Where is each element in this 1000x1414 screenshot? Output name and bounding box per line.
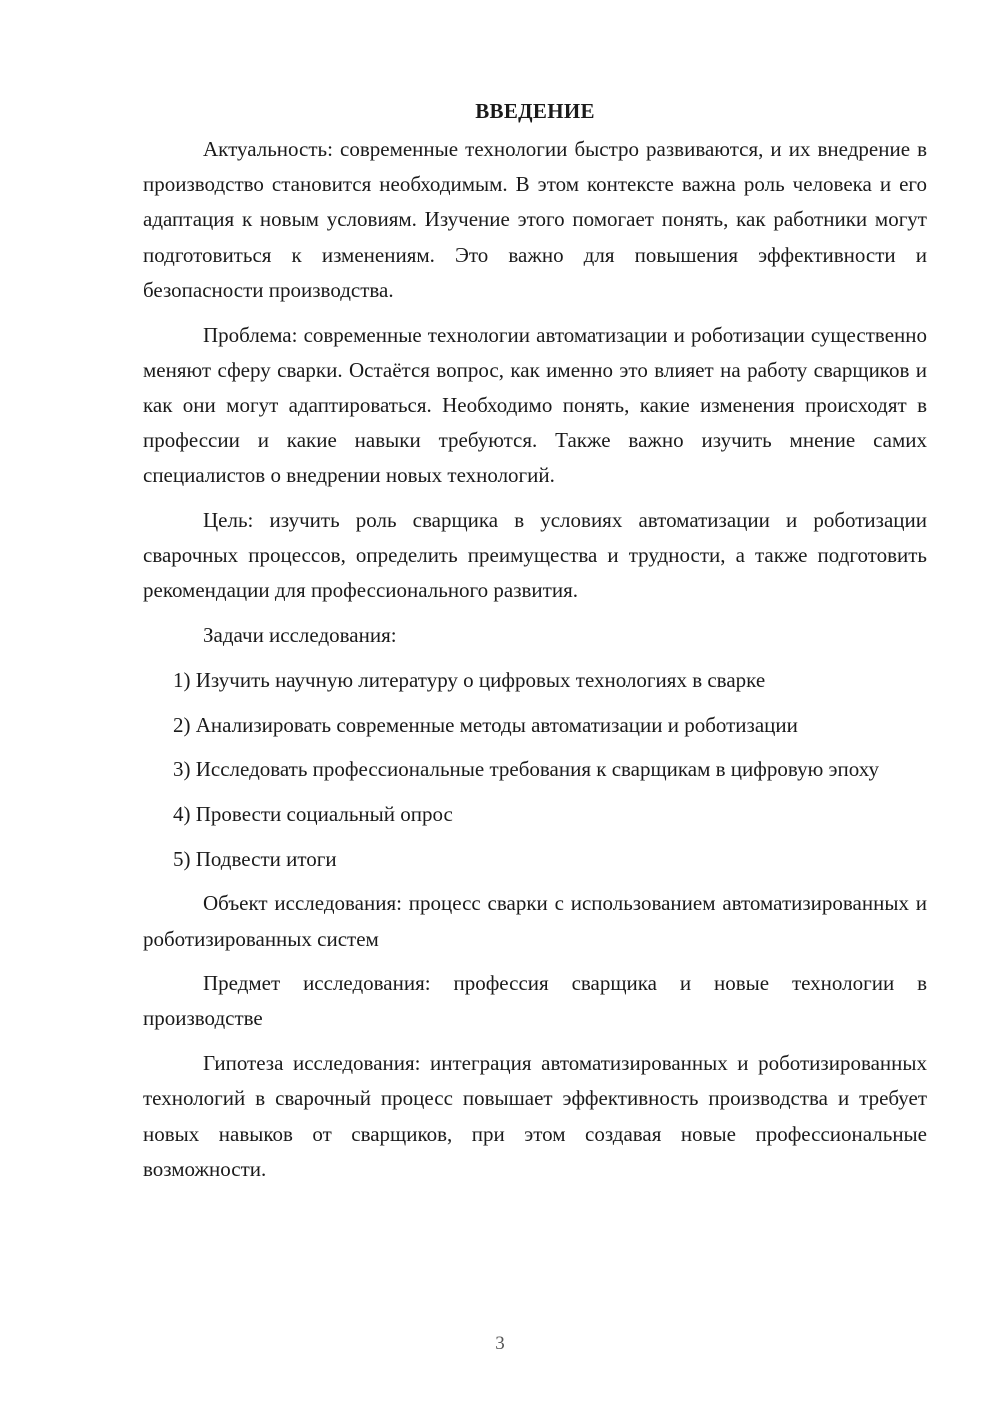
task-item-4: 4) Провести социальный опрос (173, 801, 453, 826)
paragraph-object: Объект исследования: процесс сварки с использованием автоматизированных и роботизированных систем (143, 891, 927, 951)
task-item-2: 2) Анализировать современные методы автоматизации и роботизации (173, 712, 798, 737)
document-title: ВВЕДЕНИЕ (475, 99, 595, 123)
task-item-5: 5) Подвести итоги (173, 846, 337, 871)
paragraph-goal: Цель: изучить роль сварщика в условиях автоматизации и роботизации сварочных процессов, определить преимущества и трудности, а также подготовить рекомендации для профессионального развития. (143, 508, 927, 603)
paragraph-tasks-heading: Задачи исследования: (203, 623, 397, 648)
paragraph-relevance: Актуальность: современные технологии быстро развиваются, и их внедрение в производство становится необходимым. В этом контексте важна роль человека и его адаптация к новым условиям. Изучение этого помогает понять, как работники могут подготовиться к изменениям. Это важно для повышения эффективности и безопасности производства. (143, 137, 927, 302)
paragraph-hypothesis: Гипотеза исследования: интеграция автоматизированных и роботизированных технологий в сварочный процесс повышает эффективность производства и требует новых навыков от сварщиков, при этом создавая новые профессиональные возможности. (143, 1051, 927, 1181)
paragraph-subject: Предмет исследования: профессия сварщика и новые технологии в производстве (143, 971, 927, 1031)
task-item-3: 3) Исследовать профессиональные требования к сварщикам в цифровую эпоху (173, 757, 879, 782)
paragraph-problem: Проблема: современные технологии автоматизации и роботизации существенно меняют сферу сварки. Остаётся вопрос, как именно это влияет на работу сварщиков и как они могут адаптироваться. Необходимо понять, какие изменения происходят в профессии и какие навыки требуются. Также важно изучить мнение самих специалистов о внедрении новых технологий. (143, 322, 927, 488)
document-page (143, 94, 927, 1196)
task-item-1: 1) Изучить научную литературу о цифровых технологиях в сварке (173, 667, 766, 692)
page-number: 3 (495, 1333, 505, 1354)
